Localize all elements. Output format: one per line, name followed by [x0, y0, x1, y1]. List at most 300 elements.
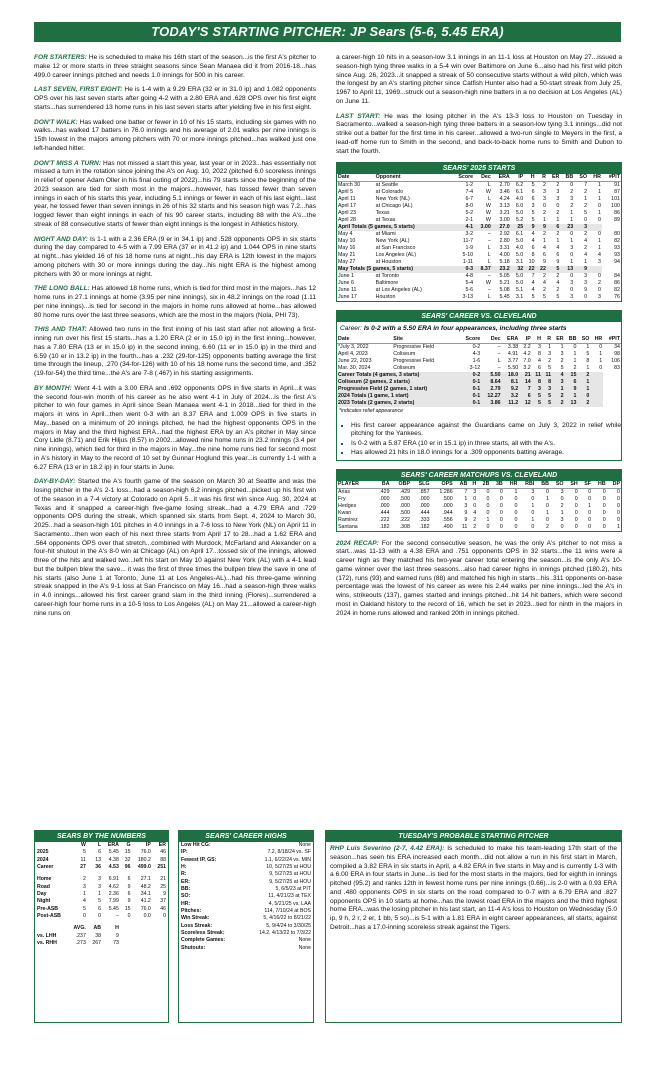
table-cell: 27 [80, 864, 86, 871]
table-cell: 4 [537, 357, 541, 364]
table-cell: 4 [542, 245, 546, 252]
table-cell: 5.18 [499, 259, 510, 266]
table-cell: 2 [556, 182, 560, 189]
table-cell: 1 [542, 217, 546, 224]
table-row [179, 901, 313, 908]
stat-label: ER: [181, 878, 190, 885]
table-cell: 0 [570, 231, 574, 238]
table-cell: 3 [584, 273, 588, 280]
table-cell: 3 [570, 245, 574, 252]
left-paragraph [34, 54, 316, 80]
table-cell: 15 [124, 849, 131, 856]
stat-value: 5, 6/5/23 at PIT [275, 886, 311, 893]
table-cell: 0 [599, 364, 603, 371]
table-cell: 1 [560, 509, 564, 516]
table-cell: 0 [602, 509, 606, 516]
table-cell: 4.2 [523, 350, 531, 357]
total-cell: 9 [524, 224, 535, 231]
table-row [337, 259, 621, 266]
table-cell: 11 [461, 523, 468, 530]
table-cell: 5 [82, 849, 86, 856]
table-cell: 88 [160, 856, 166, 863]
table-cell: 0 [545, 516, 549, 523]
table-row [337, 517, 621, 524]
table-cell: 4 [584, 252, 588, 259]
table-row [35, 933, 168, 940]
table-cell: 6 [127, 876, 131, 883]
column-header: HB [592, 481, 607, 489]
table-row [337, 245, 621, 252]
column-header: Date [337, 174, 375, 182]
total-cell: 5 [542, 400, 552, 407]
table-cell: 2024 [37, 856, 49, 863]
table-cell: 3 [98, 876, 101, 883]
table-cell: 34.1 [140, 891, 151, 898]
vs-cleveland-box [336, 310, 622, 460]
table-cell: Coliseum [393, 350, 416, 357]
column-header: IP [519, 336, 532, 344]
table-cell: – [497, 343, 501, 350]
table-cell: 0 [570, 252, 574, 259]
table-cell: 3 [556, 189, 560, 196]
page-banner: TODAY'S STARTING PITCHER: JP Sears (5-6, 5.45 ERA) [34, 22, 621, 42]
stat-label: Pitches: [181, 908, 202, 915]
left-paragraph [34, 119, 316, 154]
total-cell: 8.37 [474, 266, 492, 273]
table-cell: 7 [464, 488, 468, 495]
table-cell: 2.92 [499, 231, 510, 238]
total-cell: 3 [532, 386, 542, 393]
table-row [179, 879, 313, 886]
table-cell: .444 [419, 509, 430, 516]
table-cell: at Seattle [375, 182, 399, 189]
table-cell: 3 [82, 883, 86, 890]
table-cell: 2.36 [108, 891, 119, 898]
total-cell [590, 372, 603, 379]
table-cell: 7.0 [523, 357, 531, 364]
table-row [337, 217, 621, 224]
table-cell: 7.99 [108, 898, 119, 905]
left-paragraph [34, 385, 316, 473]
table-cell: 4 [556, 280, 560, 287]
stat-label: SO: [181, 893, 191, 900]
table-row [337, 189, 621, 196]
table-cell: 0 [514, 516, 518, 523]
starts-table-box [336, 162, 622, 302]
table-cell: Progressive Field [393, 343, 435, 350]
table-cell: 3 [597, 294, 601, 301]
total-cell: 2 [577, 372, 590, 379]
table-cell: 1 [588, 502, 592, 509]
table-cell: 2 [542, 273, 546, 280]
total-cell: 9.2 [502, 386, 520, 393]
table-cell: 7-4 [465, 189, 474, 196]
column-header: H [468, 481, 477, 489]
table-cell: at Texas [375, 217, 396, 224]
table-cell: 1 [486, 516, 490, 523]
table-cell: 0.0 [143, 913, 151, 920]
vs-cleveland-table [337, 336, 621, 407]
table-row [337, 231, 621, 238]
table-cell: 0 [531, 523, 535, 530]
table-cell: 1 [599, 350, 603, 357]
table-cell: vs. LHH [37, 932, 57, 939]
table-cell: 5 [556, 294, 560, 301]
table-cell: 0 [602, 502, 606, 509]
total-cell: 5.50 [481, 372, 501, 379]
total-cell: 0-1 [459, 393, 481, 400]
column-header: HR [504, 481, 519, 489]
total-cell [590, 393, 603, 400]
table-cell: 100 [611, 203, 620, 210]
table-cell: 9 [584, 287, 588, 294]
table-cell: 2 [545, 523, 549, 530]
table-cell: .944 [442, 509, 453, 516]
table-cell: 1 [586, 343, 590, 350]
table-cell: 0 [531, 495, 535, 502]
total-cell: 11 [532, 372, 542, 379]
table-cell: Home [37, 876, 52, 883]
table-cell: .444 [379, 509, 390, 516]
table-cell: 2-1 [465, 217, 474, 224]
total-cell: 3 [552, 379, 565, 386]
table-cell: 5 [586, 350, 590, 357]
highs-box [178, 830, 314, 1023]
paragraph-text: He is scheduled to make his 16th start of the season...is the first A's pitcher to make 12 or more starts in three straight seasons since Sean Manaea did it from 2016-18...has 499.0 career innings pitched and needs 1.0 innings for 500 in his career. [34, 54, 317, 79]
table-cell: 0 [486, 509, 490, 516]
table-cell: 1 [617, 523, 620, 530]
table-cell: 2 [584, 189, 588, 196]
total-cell [588, 266, 602, 273]
table-cell: 0 [597, 217, 601, 224]
table-row [179, 908, 313, 915]
table-cell: 8 [586, 357, 590, 364]
table-cell: 3 [560, 350, 564, 357]
table-cell: 80 [614, 231, 620, 238]
table-cell: 1 [545, 495, 549, 502]
numbers-box [34, 830, 169, 1023]
table-row [179, 864, 313, 871]
total-cell: 14 [519, 379, 532, 386]
stat-value: 9, 5/27/25 at HOU [269, 878, 311, 885]
table-cell: .000 [379, 495, 390, 502]
table-cell: 0 [617, 488, 620, 495]
table-cell: 0 [617, 495, 620, 502]
total-cell: 7 [519, 386, 532, 393]
left-paragraph [34, 236, 316, 280]
paragraph-text: a career-high 10 hits in a season-low 3.1 innings in an 11-1 loss at Houston on May 27...issued a season-high tying three walks in a 5-4 win over Baltimore on June 6...also had his first wild pitch since Aug. 26, 2023...it snapped a streak of 50 consecutive starts without a wild pitch, which was the longest by an A's starting pitcher since Catfish Hunter also had a 50-start streak from July 25, 1967 to April 11, 1969...struck out a season-high nine batters in a no decision at Los Angeles (AL) on June 11. [336, 54, 622, 105]
table-cell: 1 [584, 196, 588, 203]
table-cell: 6 [98, 849, 101, 856]
table-cell: at Los Angeles (AL) [375, 287, 422, 294]
left-paragraph [34, 160, 316, 230]
column-header: OBP [391, 481, 411, 489]
table-cell: 3.1 [515, 259, 524, 266]
header-row [337, 174, 621, 182]
probable-pitcher-title: TUESDAY'S PROBABLE STARTING PITCHER [326, 831, 621, 842]
table-cell: 2 [473, 523, 477, 530]
table-cell: L [487, 245, 491, 252]
table-cell: 1-2 [465, 182, 474, 189]
table-cell: 9 [542, 259, 546, 266]
table-cell: 0 [499, 495, 503, 502]
table-cell: ER [158, 842, 166, 848]
table-cell: 91 [614, 182, 620, 189]
table-cell: 0 [602, 523, 606, 530]
table-cell: 5.2 [515, 217, 524, 224]
table-cell: 3.2 [523, 364, 531, 371]
table-cell: 1 [531, 516, 535, 523]
table-cell: – [487, 273, 491, 280]
table-cell: 3.1 [515, 294, 524, 301]
table-cell: 2 [584, 231, 588, 238]
table-cell: Ramirez [338, 516, 358, 523]
table-cell: 8 [531, 252, 535, 259]
total-cell: 8 [542, 379, 552, 386]
table-row [35, 876, 168, 883]
table-cell: .182 [379, 523, 390, 530]
table-row [35, 913, 168, 920]
total-cell: 5 [532, 400, 542, 407]
table-cell: 1 [586, 364, 590, 371]
table-row [337, 358, 621, 365]
table-row [179, 923, 313, 930]
paragraph-text: Has allowed 18 home runs, which is tied for third most in the majors...has 12 home runs in 27.1 innings at home (3.95 per nine innings), six in 48.2 innings on the road (1.11 per nine innings)...is tied for second in the majors in home runs allowed at home...has allowed 80 home runs over the last three seasons, which are the most in the majors (Nola, PHI 73). [34, 285, 316, 319]
stat-value: None [298, 937, 311, 944]
table-cell: 82 [614, 238, 620, 245]
table-cell: 3.77 [507, 357, 519, 364]
table-cell: 106 [611, 357, 620, 364]
table-cell: 34 [614, 343, 620, 350]
table-cell: 6 [556, 252, 560, 259]
table-cell: 4.53 [108, 864, 119, 871]
stat-value: 5, 4/16/22 to 8/21/22 [263, 915, 311, 922]
table-cell: .429 [399, 488, 410, 495]
left-paragraph [34, 285, 316, 320]
table-cell: 0 [574, 509, 578, 516]
table-cell: 3.46 [499, 189, 510, 196]
table-cell: 0 [573, 343, 577, 350]
total-cell [590, 386, 603, 393]
table-cell: 84 [614, 273, 620, 280]
column-header: #PIT [603, 336, 621, 344]
table-cell: May 4 [338, 231, 353, 238]
column-header: BB [535, 481, 550, 489]
table-cell: 2 [542, 287, 546, 294]
table-cell: Houston [375, 294, 396, 301]
table-row [179, 857, 313, 864]
paragraph-lead: THE LONG BALL: [34, 285, 90, 293]
table-cell: 5.1 [515, 287, 524, 294]
column-header: ER [547, 174, 560, 182]
table-cell: .000 [419, 495, 430, 502]
table-cell: 6.1 [515, 231, 524, 238]
table-cell: 3 [542, 189, 546, 196]
table-cell: 93 [614, 252, 620, 259]
column-header: Dec [474, 174, 492, 182]
table-cell: Night [37, 898, 51, 905]
table-cell: 2 [570, 189, 574, 196]
table-cell: 6-7 [465, 196, 474, 203]
table-cell: at Chicago (AL) [375, 203, 413, 210]
total-cell: 32 [511, 266, 524, 273]
total-cell: 0 [577, 393, 590, 400]
table-cell: 4-3 [472, 350, 481, 357]
numbers-table [35, 842, 168, 947]
paragraph-text: Went 4-1 with a 3.00 ERA and .692 opponents OPS in five starts in April...it was the second four-win month of his career as he also went 4-1 in July of 2024...is the first A's pitcher to win four games in April since Sean Manaea went 4-1 in 2018...tied for third in the majors in wins in April...then went 0-3 with an 8.37 ERA and 1.009 OPS in five starts in May...based on a minimum of 20 innings pitched, he had the highest opponents OPS in the majors in May and the third highest ERA...had the highest ERA by an A's pitcher in May since Cory Lidle (8.71) and Erik Hiljus (8.57) in 2002...allowed nine home runs in 23.2 innings (3.4 per nine innings), which tied for third in the majors in May...the nine home runs tied for second most in A's history in May to the record of 10 set by Gunnar Hoglund this year...is currently 1-1 with a 6.27 ERA (13 er in 18.2 ip) in four starts in June. [34, 384, 316, 471]
table-row [337, 524, 621, 531]
table-cell: 0 [597, 273, 601, 280]
table-cell: 2 [584, 245, 588, 252]
table-cell: 6.1 [515, 189, 524, 196]
table-cell: 5.0 [515, 238, 524, 245]
table-cell: L [487, 294, 491, 301]
table-cell: 86 [614, 210, 620, 217]
probable-pitcher-text: RHP Luis Severino (2-7, 4.42 ERA): Is scheduled to make his team-leading 17th start of the season...has seen his ERA increased each month...did not allow a run in his first start in March, compiled a 3.82 ERA in six starts in April, a 4.82 ERA in five starts in May and is currently 1-3 with a 6.00 ERA in four starts in June...is tied for the most starts in the majors, tied for eighth in innings pitched (95.2) and ranks 12th in fewest home runs per nine innings (0.66)...is 2-0 with a 0.93 ERA and .480 opponents OPS in six starts on the road compared to 0-7 with a 6.79 ERA and .827 opponents OPS in 10 starts at home...has the lowest road ERA in the majors and the third highest home ERA...was the losing pitcher in his last start, an 11-4 A's loss to Houston on Wednesday (5.0 ip, 9 h, 2 r, 2 er, 1 bb, 5 so)...is 5-1 with a 1.81 ERA in eight career appearances, all starts, against Detroit...has a 17.0-inning scoreless streak against the Tigers. [330, 845, 617, 931]
table-cell: 5.0 [515, 210, 524, 217]
table-row [35, 842, 168, 849]
table-cell: .556 [442, 516, 453, 523]
table-row [337, 372, 621, 379]
table-cell [35, 925, 68, 932]
table-row [35, 891, 168, 898]
table-cell: .429 [379, 488, 390, 495]
table-cell: 4.38 [108, 856, 119, 863]
table-cell: W [485, 280, 491, 287]
table-cell: Coliseum [393, 364, 416, 371]
total-cell: 8 [532, 379, 542, 386]
table-cell: 8 [537, 350, 541, 357]
table-cell: June 17 [338, 294, 357, 301]
column-header: SLG [411, 481, 431, 489]
paragraph-lead: THIS AND THAT: [34, 326, 87, 334]
table-cell: – [487, 238, 491, 245]
stat-value: 7.2, 8/18/24 vs. SF [267, 849, 311, 856]
table-cell: 2.80 [499, 238, 510, 245]
table-cell: 0 [514, 509, 518, 516]
table-cell: 27.1 [140, 876, 151, 883]
table-cell: 0 [531, 509, 535, 516]
table-cell: AVG. [73, 925, 86, 932]
table-row [337, 266, 621, 273]
column-header: Dec [481, 336, 501, 344]
table-cell: 0 [602, 516, 606, 523]
table-cell: 3 [537, 343, 541, 350]
table-cell: 5-10 [462, 252, 474, 259]
column-header: SO [577, 336, 590, 344]
total-cell: 21 [519, 372, 532, 379]
paragraph-text: Has walked one batter or fewer in 10 of his 15 starts, including six games with no walks...has walked 17 batters in 76.0 innings and his average of 2.01 walks per nine innings is 15th lowest in the majors among pitchers with 70 or more innings pitched...has walked just one left-handed hitter. [34, 118, 316, 152]
total-cell: 4-1 [450, 224, 474, 231]
table-cell: at San Francisco [375, 245, 416, 252]
table-cell: 5.0 [515, 273, 524, 280]
starts-table-title: SEARS' 2025 STARTS [337, 163, 621, 174]
table-cell: 0 [574, 502, 578, 509]
table-cell: 87 [614, 189, 620, 196]
table-row [337, 238, 621, 245]
table-cell: 15 [124, 905, 131, 912]
table-row [337, 400, 621, 407]
vs-cleveland-title: SEARS' CAREER VS. CLEVELAND [337, 311, 621, 322]
table-cell: March 30 [338, 182, 361, 189]
column-header: OPS [431, 481, 454, 489]
table-row [337, 210, 621, 217]
table-cell: 0 [617, 502, 620, 509]
table-cell: 0 [584, 294, 588, 301]
table-cell: 0 [560, 523, 564, 530]
total-cell: 15 [565, 372, 578, 379]
table-cell: April 11 [338, 196, 356, 203]
table-cell: 0 [602, 488, 606, 495]
header-row [337, 481, 621, 489]
column-header: BA [372, 481, 391, 489]
table-cell: April 17 [338, 203, 356, 210]
table-cell: 5-2 [465, 210, 474, 217]
column-header: BB [560, 174, 574, 182]
table-row [337, 196, 621, 203]
table-cell: 4 [556, 245, 560, 252]
vs-cleveland-intro: Career: Is 0-2 with a 5.50 ERA in four appearances, including three starts [340, 325, 567, 333]
table-cell: 0 [574, 495, 578, 502]
table-cell: 0 [542, 203, 546, 210]
matchups-box [336, 469, 622, 532]
stat-label: Win Streak: [181, 915, 210, 922]
probable-pitcher-box [325, 830, 622, 1023]
table-cell: 3-13 [462, 294, 474, 301]
table-cell: June 22, 2023 [338, 357, 372, 364]
table-cell: vs. RHH [37, 940, 57, 947]
table-cell: 0 [514, 495, 518, 502]
table-cell: 4 [473, 509, 477, 516]
table-cell: IP [145, 842, 151, 848]
table-cell: 9 [127, 898, 131, 905]
table-cell: 2 [542, 231, 546, 238]
table-cell: 3 [464, 502, 468, 509]
table-cell: 1 [570, 217, 574, 224]
table-cell: 0 [545, 488, 549, 495]
stat-label: HR: [181, 900, 191, 907]
table-cell: 3.38 [507, 343, 519, 350]
total-cell: 23 [560, 224, 574, 231]
table-cell: at Houston [375, 259, 402, 266]
table-cell: W [485, 203, 491, 210]
table-cell: 0 [588, 509, 592, 516]
column-header: R [536, 174, 547, 182]
table-cell: Los Angeles (AL) [375, 252, 416, 259]
table-row [35, 857, 168, 864]
table-cell: 3.00 [499, 217, 510, 224]
stat-value: 11, 4/21/23 at TEX [268, 893, 311, 900]
table-cell: 0 [560, 495, 564, 502]
table-cell: 0 [597, 287, 601, 294]
table-row [179, 915, 313, 922]
table-row [337, 273, 621, 280]
paragraph-lead: BY MONTH: [34, 384, 72, 392]
table-cell: 0 [588, 495, 592, 502]
table-cell: 1.286 [439, 488, 453, 495]
total-cell: 3.2 [502, 393, 520, 400]
table-cell: 5.0 [515, 252, 524, 259]
left-paragraph [34, 478, 316, 618]
total-cell: 13 [565, 400, 578, 407]
table-cell: 11 [80, 856, 86, 863]
table-cell: 1 [560, 343, 564, 350]
table-cell: 2 [570, 203, 574, 210]
table-cell: W [485, 210, 491, 217]
column-header: 2B [477, 481, 490, 489]
stat-value: 9, 5/27/25 at HOU [269, 871, 311, 878]
table-cell: 3.13 [499, 203, 510, 210]
